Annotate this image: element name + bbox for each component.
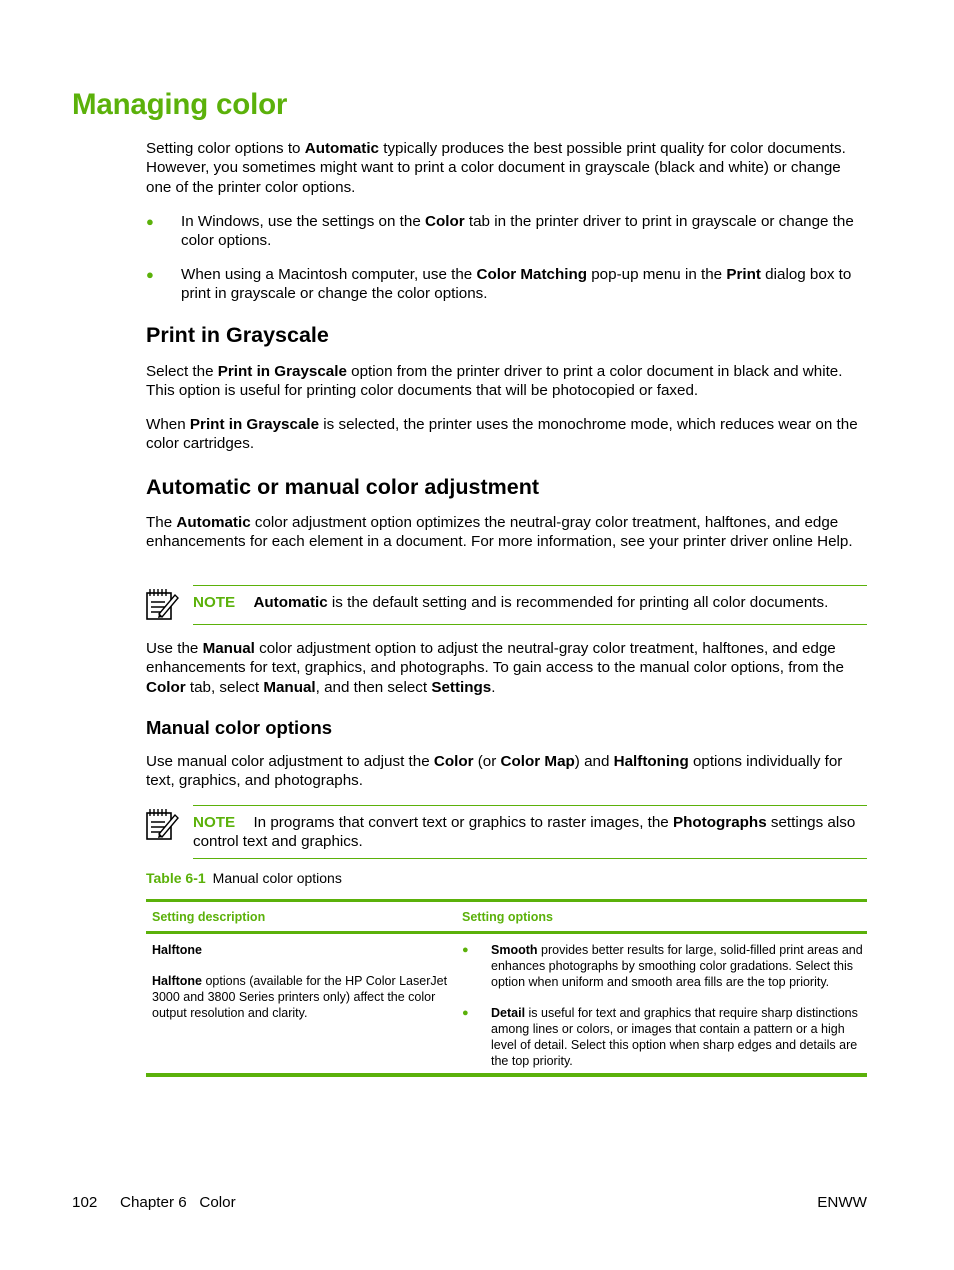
section-heading-grayscale: Print in Grayscale [146,323,329,347]
table-cell-title: Halftone [152,943,202,957]
footer-chapter: Chapter 6 Color [120,1194,236,1211]
intro-paragraph: Setting color options to Automatic typically produces the best possible print quality for color documents. However, you sometimes might want to print a color document in grayscale (black and white) or change one of the printer color options. [146,140,846,196]
bullet-icon: ● [462,944,469,956]
note-box: NOTE Automatic is the default setting and is recommended for printing all color documents. [193,585,867,625]
bullet-icon: ● [146,267,154,282]
grayscale-paragraph-2: When Print in Grayscale is selected, the printer uses the monochrome mode, which reduces wear on the color cartridges. [146,416,858,453]
page-title: Managing color [72,88,288,121]
manual-paragraph: Use manual color adjustment to adjust the Color (or Color Map) and Halftoning options individually for text, graphics, and photographs. [146,753,843,790]
note-icon [145,587,179,621]
footer-right: ENWW [817,1194,867,1211]
table-header-description: Setting description [152,910,266,924]
bullet-icon: ● [462,1007,469,1019]
note-box: NOTE In programs that convert text or graphics to raster images, the Photographs settings also control text and graphics. [193,805,867,859]
table-rule [146,931,867,934]
table-header-options: Setting options [462,910,553,924]
footer-page-number: 102 [72,1194,98,1211]
bullet-icon: ● [146,214,154,229]
table-caption: Table 6-1 Manual color options [146,870,342,886]
manual-color-options-table: Setting description Setting options Halftone Halftone options (available for the HP Color LaserJet 3000 and 3800 Series printers only) affect the color output resolution and clarity. ● Smooth provides better results for large, solid-filled print areas and enhances photographs by smoothing color gradations. Select this option when uniform and smooth area fills are the top priority. ● Detail is useful for text and graphics that require sharp distinctions among lines or colors, or images that contain a pattern or a high level of detail. Select this option when sharp edges and details are the top priority. [146,899,867,1078]
section-heading-adjustment: Automatic or manual color adjustment [146,475,540,499]
adjustment-paragraph-2: Use the Manual color adjustment option to adjust the neutral-gray color treatment, halftones, and edge enhancements for text, graphics, and photographs. To gain access to the manual color options, from the Color tab, select Manual, and then select Settings. [146,640,844,696]
table-rule [146,899,867,902]
adjustment-paragraph-1: The Automatic color adjustment option optimizes the neutral-gray color treatment, halftones, and edge enhancements for each element in a document. For more information, see your printer driver online Help. [146,514,853,551]
grayscale-paragraph-1: Select the Print in Grayscale option from the printer driver to print a color document in black and white. This option is useful for printing color documents that will be photocopied or faxed. [146,363,843,400]
note-icon [145,807,179,841]
subsection-heading-manual: Manual color options [146,717,333,738]
table-rule [146,1073,867,1077]
table-cell-description: Halftone options (available for the HP Color LaserJet 3000 and 3800 Series printers only) affect the color output resolution and clarity. [152,974,448,1020]
